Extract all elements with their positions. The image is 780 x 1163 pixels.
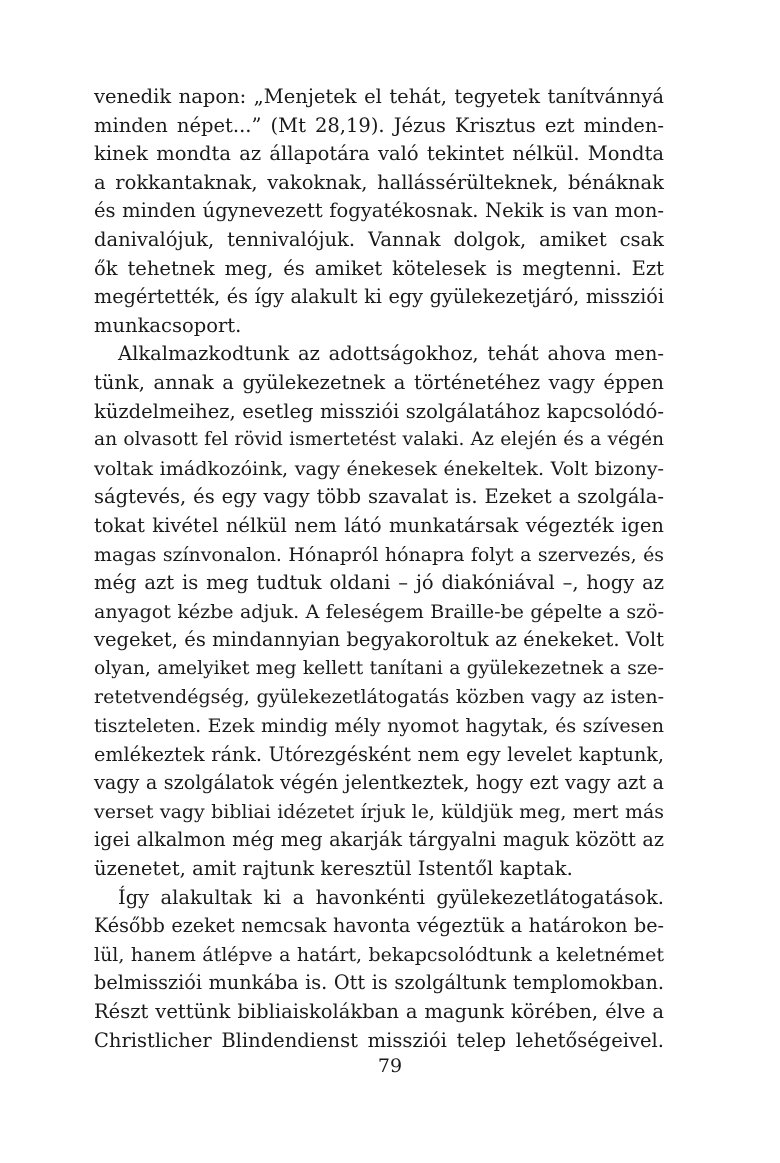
text-line: belmissziói munkába is. Ott is szolgáltunk templomokban.: [94, 971, 664, 995]
text-line: küzdelmeihez, esetleg missziói szolgálatához kapcsolódó-: [94, 399, 664, 423]
text-line: emlékeztek ránk. Utórezgésként nem egy levelet kaptunk,: [94, 742, 664, 766]
text-line: danivalójuk, tennivalójuk. Vannak dolgok, amiket csak: [94, 227, 664, 251]
text-line: an olvasott fel rövid ismertetést valaki. Az elején és a végén: [94, 429, 664, 451]
text-line: a rokkantaknak, vakoknak, hallássérülteknek, bénáknak: [94, 170, 664, 194]
text-line: Később ezeket nemcsak havonta végeztük a határokon be-: [94, 914, 664, 938]
text-line: ságtevés, és egy vagy több szavalat is. Ezeket a szolgála-: [94, 485, 664, 509]
text-line: igei alkalmon még meg akarják tárgyalni maguk között az: [94, 828, 664, 852]
text-line: még azt is meg tudtuk oldani – jó diakóniával –, hogy az: [94, 571, 664, 595]
text-line: voltak imádkozóink, vagy énekesek énekeltek. Volt bizony-: [94, 456, 664, 480]
text-line: lül, hanem átlépve a határt, bekapcsolódtunk a keletnémet: [94, 943, 664, 966]
text-line: vegeket, és mindannyian begyakoroltuk az énekeket. Volt: [94, 628, 664, 652]
text-line: verset vagy bibliai idézetet írjuk le, küldjük meg, mert más: [94, 800, 664, 823]
text-line: tokat kivétel nélkül nem látó munkatársak végezték igen: [94, 513, 664, 537]
text-line: tünk, annak a gyülekezetnek a történetéhez vagy éppen: [94, 370, 664, 394]
text-line: munkacsoport.: [94, 313, 242, 337]
text-line: Részt vettünk bibliaiskolákban a magunk körében, élve a: [94, 1000, 664, 1023]
text-line: minden népet...” (Mt 28,19). Jézus Krisztus ezt minden-: [94, 113, 664, 137]
page-number: 79: [377, 1055, 403, 1077]
text-line: Így alakultak ki a havonkénti gyülekezetlátogatások.: [118, 885, 664, 909]
text-line: ők tehetnek meg, és amiket kötelesek is megtenni. Ezt: [94, 256, 664, 280]
text-line: és minden úgynevezett fogyatékosnak. Nekik is van mon-: [94, 199, 664, 223]
text-line: Christlicher Blindendienst missziói telep lehetőségeivel.: [94, 1028, 664, 1052]
text-line: tiszteleten. Ezek mindig mély nyomot hagytak, és szívesen: [94, 715, 664, 738]
body-text: [94, 83, 664, 1055]
text-line: venedik napon: „Menjetek el tehát, tegyetek tanítvánnyá: [94, 85, 664, 108]
text-line: magas színvonalon. Hónapról hónapra folyt a szervezés, és: [94, 543, 664, 566]
text-line: megértették, és így alakult ki egy gyülekezetjáró, missziói: [94, 285, 664, 309]
text-line: Alkalmazkodtunk az adottságokhoz, tehát ahova men-: [118, 342, 664, 366]
text-line: vagy a szolgálatok végén jelentkeztek, hogy ezt vagy azt a: [94, 771, 664, 795]
text-line: anyagot kézbe adjuk. A feleségem Braille-be gépelte a szö-: [94, 600, 664, 623]
text-line: olyan, amelyiket meg kellett tanítani a gyülekezetnek a sze-: [94, 657, 664, 679]
text-line: retetvendégség, gyülekezetlátogatás közben vagy az isten-: [94, 686, 664, 709]
text-line: üzenetet, amit rajtunk keresztül Istentől kaptak.: [94, 857, 573, 881]
text-line: kinek mondta az állapotára való tekintet nélkül. Mondta: [94, 142, 664, 166]
